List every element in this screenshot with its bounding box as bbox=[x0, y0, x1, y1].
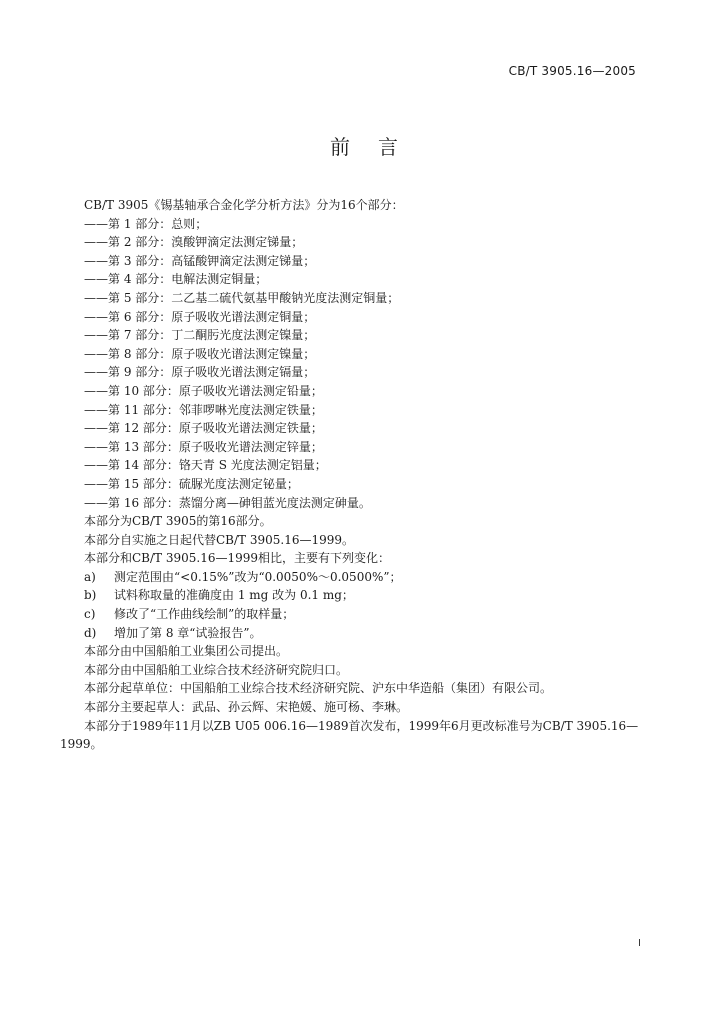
statement-compare: 本部分和CB/T 3905.16—1999相比，主要有下列变化： bbox=[84, 551, 391, 566]
list-item: ——第 1 部分：总则； bbox=[84, 216, 208, 231]
parts-list bbox=[62, 215, 662, 513]
list-item: ——第 3 部分：高锰酸钾滴定法测定锑量； bbox=[84, 253, 316, 268]
list-item: ——第 7 部分：丁二酮肟光度法测定镍量； bbox=[84, 328, 316, 343]
page-number: I bbox=[638, 938, 641, 949]
list-text: 增加了第 8 章“试验报告”。 bbox=[114, 625, 262, 640]
list-item: ——第 13 部分：原子吸收光谱法测定锌量； bbox=[84, 439, 323, 454]
list-item bbox=[62, 568, 662, 587]
statement-history: 本部分于1989年11月以ZB U05 006.16—1989首次发布，1999年6月更改标准号为CB/T 3905.16— bbox=[84, 718, 639, 733]
list-item: ——第 16 部分：蒸馏分离—砷钼蓝光度法测定砷量。 bbox=[84, 495, 371, 510]
statement-is-part: 本部分为CB/T 3905的第16部分。 bbox=[84, 514, 272, 529]
intro-paragraph: CB/T 3905《锡基轴承合金化学分析方法》分为16个部分： bbox=[84, 198, 404, 212]
standard-code: CB/T 3905.16—2005 bbox=[508, 64, 636, 78]
list-item bbox=[62, 605, 662, 624]
list-item: ——第 9 部分：原子吸收光谱法测定镉量； bbox=[84, 365, 316, 380]
list-text: 试料称取量的准确度由 1 mg 改为 0.1 mg； bbox=[114, 588, 354, 603]
list-item: ——第 8 部分：原子吸收光谱法测定镍量； bbox=[84, 346, 316, 361]
list-item: ——第 10 部分：原子吸收光谱法测定铅量； bbox=[84, 383, 323, 398]
list-item: ——第 6 部分：原子吸收光谱法测定铜量； bbox=[84, 309, 316, 324]
list-text: 修改了“工作曲线绘制”的取样量； bbox=[114, 607, 295, 622]
statement-drafters: 本部分主要起草人：武品、孙云辉、宋艳媛、施可杨、李琳。 bbox=[84, 700, 409, 715]
list-marker: c) bbox=[84, 607, 96, 622]
page-title: 前言 bbox=[330, 135, 426, 159]
statement-replaces: 本部分自实施之日起代替CB/T 3905.16—1999。 bbox=[84, 532, 355, 547]
list-item bbox=[62, 624, 662, 643]
list-item: ——第 2 部分：溴酸钾滴定法测定锑量； bbox=[84, 235, 304, 250]
list-item: ——第 14 部分：铬天青 S 光度法测定铝量； bbox=[84, 458, 327, 473]
changes-list bbox=[62, 568, 662, 642]
document-body bbox=[62, 196, 662, 754]
list-item: ——第 5 部分：二乙基二硫代氨基甲酸钠光度法测定铜量； bbox=[84, 290, 400, 305]
list-item: ——第 11 部分：邻菲啰啉光度法测定铁量； bbox=[84, 402, 323, 417]
list-item: ——第 12 部分：原子吸收光谱法测定铁量； bbox=[84, 421, 323, 436]
statement-drafting-units: 本部分起草单位：中国船舶工业综合技术经济研究院、沪东中华造船（集团）有限公司。 bbox=[84, 681, 553, 696]
list-marker: b) bbox=[84, 588, 97, 603]
statement-proposed: 本部分由中国船舶工业集团公司提出。 bbox=[84, 644, 289, 659]
list-item: ——第 4 部分：电解法测定铜量； bbox=[84, 272, 268, 287]
list-item bbox=[62, 586, 662, 605]
list-marker: d) bbox=[84, 625, 97, 640]
list-text: 测定范围由“<0.15%”改为“0.0050%～0.0500%”； bbox=[114, 569, 402, 584]
list-item: ——第 15 部分：硫脲光度法测定铋量； bbox=[84, 476, 299, 491]
list-marker: a) bbox=[84, 569, 96, 584]
statement-managed: 本部分由中国船舶工业综合技术经济研究院归口。 bbox=[84, 662, 349, 677]
statement-history-continued: 1999。 bbox=[60, 737, 103, 752]
